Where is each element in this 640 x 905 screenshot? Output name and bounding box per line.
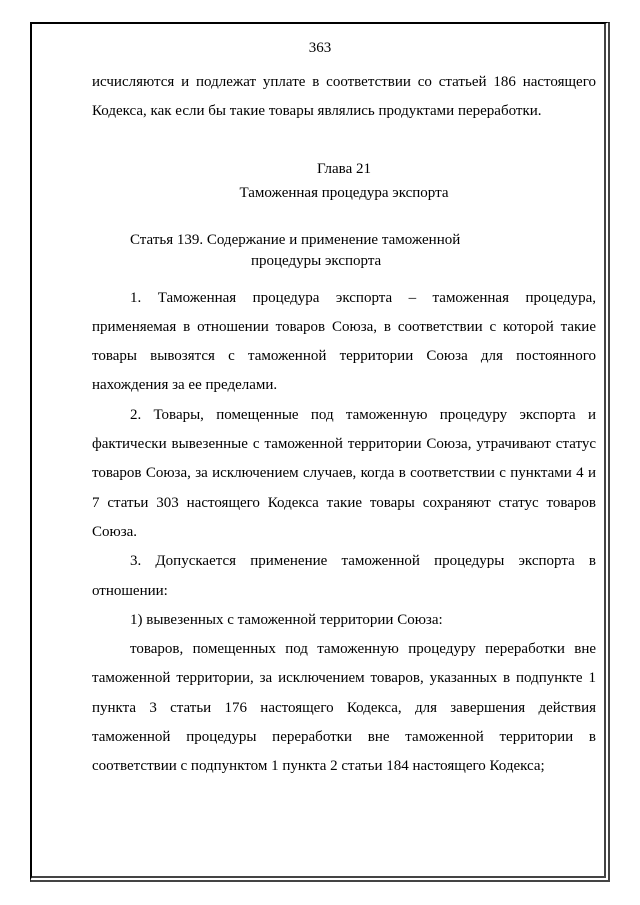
paragraph-2: 2. Товары, помещенные под таможенную процедуру экспорта и фактически вывезенные с таможенной территории Союза, утрачивают статус товаров Союза, за исключением случаев, когда в соответствии с пунктами 4 и 7 статьи 303 настоящего Кодекса такие товары сохраняют статус товаров Союза. xyxy=(92,406,596,540)
page-number: 363 xyxy=(308,40,332,56)
article-title-line-2: процедуры экспорта xyxy=(251,252,382,269)
document-body xyxy=(92,68,596,782)
article-title-line-1: Статья 139. Содержание и применение таможенной xyxy=(130,231,461,248)
chapter-title: Таможенная процедура экспорта xyxy=(239,184,449,201)
subparagraph-1: 1) вывезенных с таможенной территории Союза: xyxy=(130,611,443,628)
chapter-number: Глава 21 xyxy=(317,160,371,177)
paragraph-1: 1. Таможенная процедура экспорта – таможенная процедура, применяемая в отношении товаров Союза, в соответствии с которой такие товары вывозятся с таможенной территории Союза для постоянного нахождения за ее пределами. xyxy=(92,289,596,394)
paragraph-3: 3. Допускается применение таможенной процедуры экспорта в отношении: xyxy=(92,553,596,599)
intro-paragraph: исчисляются и подлежат уплате в соответствии со статьей 186 настоящего Кодекса, как если бы такие товары являлись продуктами переработки. xyxy=(92,74,596,120)
article-heading xyxy=(92,230,596,272)
paragraph-goods: товаров, помещенных под таможенную процедуру переработки вне таможенной территории, за исключением товаров, указанных в подпункте 1 пункта 3 статьи 176 настоящего Кодекса, для завершения действия таможенной процедуры переработки вне таможенной территории в соответствии с подпунктом 1 пункта 2 статьи 184 настоящего Кодекса; xyxy=(92,641,596,775)
chapter-heading xyxy=(92,157,596,205)
